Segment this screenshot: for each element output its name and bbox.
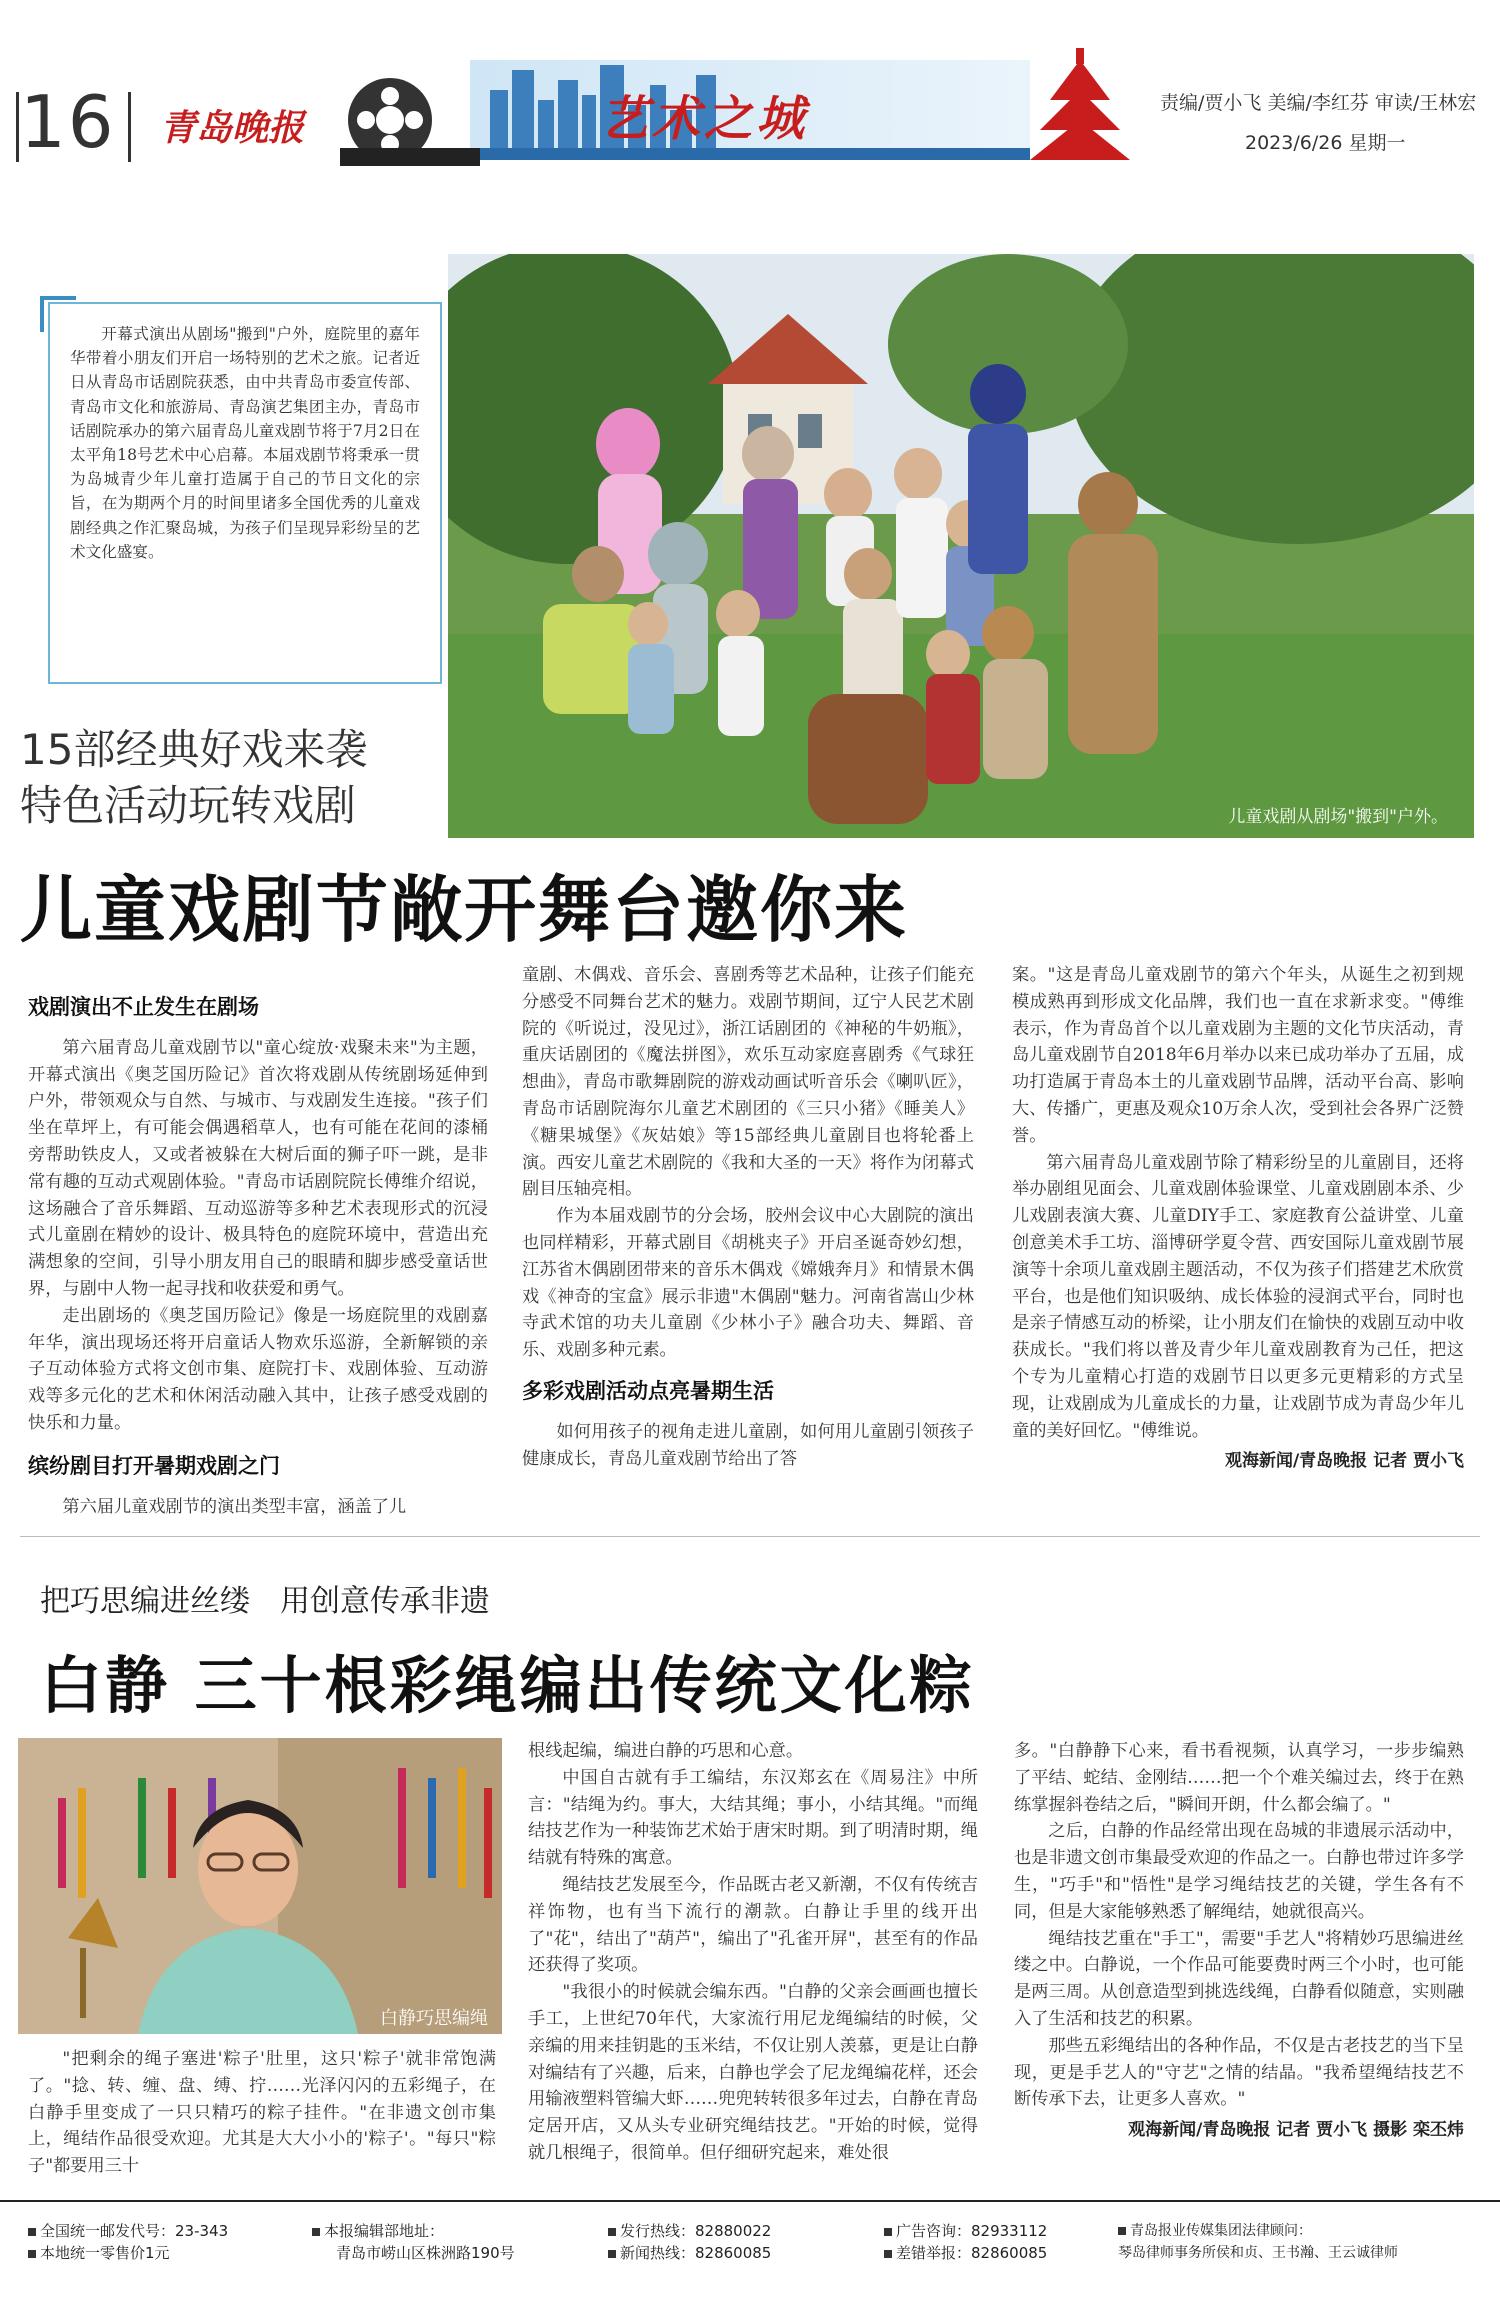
byline: 观海新闻/青岛晚报 记者 贾小飞 摄影 栾丕炜 <box>1128 2120 1464 2141</box>
footer-text: 青岛市崂山区株洲路190号 <box>336 2244 515 2262</box>
footer-text: 新闻热线：82860085 <box>620 2244 772 2262</box>
divider <box>128 92 131 162</box>
article1-column-3 <box>1012 962 1464 1475</box>
article1-subtitle <box>20 722 367 834</box>
paragraph: 之后，白静的作品经常出现在岛城的非遗展示活动中，也是非遗文创市集最受欢迎的作品之一。白静也带过许多学生，"巧手"和"悟性"是学习绳结技艺的关键，学生各有不同，但是大家能够熟悉了解绳结，她就很高兴。 <box>1014 1821 1464 1922</box>
paragraph: 走出剧场的《奥芝国历险记》像是一场庭院里的戏剧嘉年华，演出现场还将开启童话人物欢乐巡游，全新解锁的亲子互动体验方式将文创市集、庭院打卡、戏剧体验、互动游戏等多元化的艺术和休闲活动融入其中，让孩子感受戏剧的快乐和力量。 <box>28 1305 488 1433</box>
paragraph: 根线起编，编进白静的巧思和心意。 <box>528 1741 804 1761</box>
masthead <box>0 0 1500 180</box>
article2-column-1 <box>28 2046 496 2180</box>
photo-caption: 白静巧思编绳 <box>380 2008 488 2029</box>
paragraph: 多。"白静静下心来，看书看视频，认真学习，一步步编熟了平结、蛇结、金刚结……把一个个难关编过去，终于在熟练掌握斜卷结之后，"瞬间开朗，什么都会编了。" <box>1014 1741 1464 1815</box>
subtitle-line: 15部经典好戏来袭 <box>20 725 368 774</box>
paragraph: 第六届儿童戏剧节的演出类型丰富，涵盖了儿 <box>62 1496 407 1517</box>
footer-legal <box>1118 2220 1398 2264</box>
article1-headline: 儿童戏剧节敞开舞台邀你来 <box>20 868 909 952</box>
divider <box>16 92 19 162</box>
footer-text: 发行热线：82880022 <box>620 2222 772 2240</box>
footer-postal <box>28 2220 228 2264</box>
intro-text <box>70 322 420 564</box>
film-reel-icon <box>340 78 480 166</box>
section-title: 艺术之城 <box>600 91 809 147</box>
pavilion-icon <box>1030 48 1130 160</box>
footer-hotlines <box>608 2220 771 2264</box>
section-heading: 多彩戏剧活动点亮暑期生活 <box>522 1378 774 1403</box>
section-heading: 缤纷剧目打开暑期戏剧之门 <box>28 1453 280 1478</box>
paragraph: 中国自古就有手工编结，东汉郑玄在《周易注》中所言："结绳为约。事大，大结其绳；事小，小结其绳。"而绳结技艺作为一种装饰艺术始于唐宋时期。到了明清时期，绳结就有特殊的寓意。 <box>528 1767 978 1869</box>
footer-text: 广告咨询：82933112 <box>896 2222 1048 2240</box>
byline: 观海新闻/青岛晚报 记者 贾小飞 <box>1224 1451 1464 1472</box>
footer-address <box>312 2220 515 2264</box>
article2-headline: 白静 三十根彩绳编出传统文化粽 <box>40 1649 975 1722</box>
subtitle-line: 特色活动玩转戏剧 <box>20 781 357 830</box>
footer-text: 全国统一邮发代号：23-343 <box>40 2222 229 2240</box>
craftswoman-photo-graphic <box>18 1738 502 2034</box>
footer-advertising <box>884 2220 1047 2264</box>
publication-date: 2023/6/26 星期一 <box>1245 132 1406 154</box>
paragraph: 绳结技艺重在"手工"，需要"手艺人"将精妙巧思编进丝缕之中。白静说，一个作品可能要费时两三个小时，也可能是两三周。从创意造型到挑选线绳，白静看似随意，实则融入了生活和技艺的积累。 <box>1014 1928 1464 2029</box>
section-heading: 戏剧演出不止发生在剧场 <box>28 995 259 1019</box>
footer-text: 琴岛律师事务所侯和贞、王书瀚、王云诚律师 <box>1118 2245 1398 2261</box>
festival-photo-graphic <box>448 254 1474 838</box>
paragraph: 如何用孩子的视角走进儿童剧，如何用儿童剧引领孩子健康成长，青岛儿童戏剧节给出了答 <box>522 1421 974 1469</box>
footer-text: 青岛报业传媒集团法律顾问： <box>1130 2223 1312 2239</box>
paragraph: 第六届青岛儿童戏剧节以"童心绽放·戏聚未来"为主题，开幕式演出《奥芝国历险记》首次将戏剧从传统剧场延伸到户外，带领观众与自然、与城市、与戏剧发生连接。"孩子们坐在草坪上，有可能会偶遇稻草人，也有可能在花间的漆桶旁帮助铁皮人，又或者被躲在大树后面的狮子吓一跳，是非常有趣的互动式观剧体验。"青岛市话剧院院长傅维介绍说，这场融合了音乐舞蹈、互动巡游等多种艺术表现形式的沉浸式儿童剧在精妙的设计、极具特色的庭院环境中，营造出充满想象的空间，引导小朋友用自己的眼睛和脚步感受童话世界，与剧中人物一起寻找和收获爱和勇气。 <box>28 1037 488 1299</box>
article1-column-2 <box>522 962 974 1472</box>
article2-column-3 <box>1014 1738 1464 2144</box>
footer-text: 本地统一零售价1元 <box>40 2244 170 2262</box>
paragraph: 作为本届戏剧节的分会场，胶州会议中心大剧院的演出也同样精彩，开幕式剧目《胡桃夹子》开启圣诞奇妙幻想，江苏省木偶剧团带来的音乐木偶戏《嫦娥奔月》和情景木偶戏《神奇的宝盒》展示非遗"木偶剧"魅力。河南省嵩山少林寺武术馆的功夫儿童剧《少林小子》融合功夫、舞蹈、音乐、戏剧多种元素。 <box>522 1206 974 1361</box>
paper-name: 青岛晚报 <box>160 107 305 149</box>
festival-photo <box>448 254 1474 838</box>
paragraph: "我很小的时候就会编东西。"白静的父亲会画画也擅长手工，上世纪70年代，大家流行用尼龙绳编结的时候，父亲编的用来挂钥匙的玉米结，不仅让别人羡慕，更是让白静对编结有了兴趣，后来，白静也学会了尼龙绳编花样，还会用输液塑料管编大虾……兜兜转转很多年过去，白静在青岛定居开店，又从头专业研究绳结技艺。"开始的时候，觉得就几根绳子，很简单。但仔细研究起来，难处很 <box>528 1982 978 2163</box>
paragraph: 第六届青岛儿童戏剧节除了精彩纷呈的儿童剧目，还将举办剧组见面会、儿童戏剧体验课堂、儿童戏剧剧本杀、少儿戏剧表演大赛、儿童DIY手工、家庭教育公益讲堂、儿童创意美术手工坊、淄博研学夏令营、西安国际儿童戏剧节展演等十余项儿童戏剧主题活动，不仅为孩子们搭建艺术欣赏平台，也是他们知识吸纳、成长体验的浸润式平台，同时也是亲子情感互动的桥梁，让小朋友们在愉快的戏剧互动中收获成长。"我们将以普及青少年儿童戏剧教育为己任，把这个专为儿童精心打造的戏剧节日以更多元更精彩的方式呈现，让戏剧成为儿童成长的力量，让戏剧节成为青岛少年儿童的美好回忆。"傅维说。 <box>1012 1152 1464 1441</box>
paragraph: 绳结技艺发展至今，作品既古老又新潮，不仅有传统吉祥饰物，也有当下流行的潮款。白静让手里的线开出了"花"，结出了"葫芦"，编出了"孔雀开屏"，甚至有的作品还获得了奖项。 <box>528 1874 978 1976</box>
article1-column-1 <box>28 982 488 1520</box>
paragraph: 案。"这是青岛儿童戏剧节的第六个年头，从诞生之初到规模成熟再到形成文化品牌，我们也一直在求新求变。"傅维表示，作为青岛首个以儿童戏剧为主题的文化节庆活动，青岛儿童戏剧节自2018年6月举办以来已成功举办了五届，成功打造属于青岛本土的儿童戏剧节品牌，活动平台高、影响大、传播广，更惠及观众10万余人次，受到社会各界广泛赞誉。 <box>1012 965 1464 1146</box>
paragraph: 童剧、木偶戏、音乐会、喜剧秀等艺术品种，让孩子们能充分感受不同舞台艺术的魅力。戏剧节期间，辽宁人民艺术剧院的《听说过，没见过》，浙江话剧团的《神秘的牛奶瓶》，重庆话剧团的《魔法拼图》，欢乐互动家庭喜剧秀《气球狂想曲》，青岛市歌舞剧院的游戏动画试听音乐会《喇叭匠》，青岛市话剧院海尔儿童艺术剧团的《三只小猪》《睡美人》《糖果城堡》《灰姑娘》等15部经典儿童剧目也将轮番上演。西安儿童艺术剧院的《我和大圣的一天》将作为闭幕式剧目压轴亮相。 <box>522 965 974 1200</box>
footer-text: 差错举报：82860085 <box>896 2244 1048 2262</box>
footer-text: 本报编辑部地址： <box>324 2222 445 2240</box>
article2-column-2 <box>528 1738 978 2167</box>
paragraph: "把剩余的绳子塞进'粽子'肚里，这只'粽子'就非常饱满了。"捻、转、缠、盘、缚、拧……光泽闪闪的五彩绳子，在白静手里变成了一只只精巧的粽子挂件。"在非遗文创市集上，绳结作品很受欢迎。尤其是大大小小的'粽子'。"每只"粽子"都要用三十 <box>28 2049 496 2177</box>
page-number: 16 <box>20 80 116 164</box>
photo-caption: 儿童戏剧从剧场"搬到"户外。 <box>1228 807 1448 827</box>
editor-credits: 责编/贾小飞 美编/李红芬 审读/王林宏 <box>1160 92 1477 114</box>
section-divider <box>20 1536 1480 1537</box>
craftswoman-photo <box>18 1738 502 2034</box>
article2-subtitle: 把巧思编进丝缕 用创意传承非遗 <box>40 1584 490 1619</box>
footer <box>0 2200 1500 2304</box>
intro-paragraph: 开幕式演出从剧场"搬到"户外，庭院里的嘉年华带着小朋友们开启一场特别的艺术之旅。记者近日从青岛市话剧院获悉，由中共青岛市委宣传部、青岛市文化和旅游局、青岛演艺集团主办，青岛市话剧院承办的第六届青岛儿童戏剧节将于7月2日在太平角18号艺术中心启幕。本届戏剧节将秉承一贯为岛城青少年儿童打造属于自己的节日文化的宗旨，在为期两个月的时间里诸多全国优秀的儿童戏剧经典之作汇聚岛城，为孩子们呈现异彩纷呈的艺术文化盛宴。 <box>70 325 420 561</box>
paragraph: 那些五彩绳结出的各种作品，不仅是古老技艺的当下呈现，更是手艺人的"守艺"之情的结晶。"我希望绳结技艺不断传承下去，让更多人喜欢。" <box>1014 2035 1464 2110</box>
